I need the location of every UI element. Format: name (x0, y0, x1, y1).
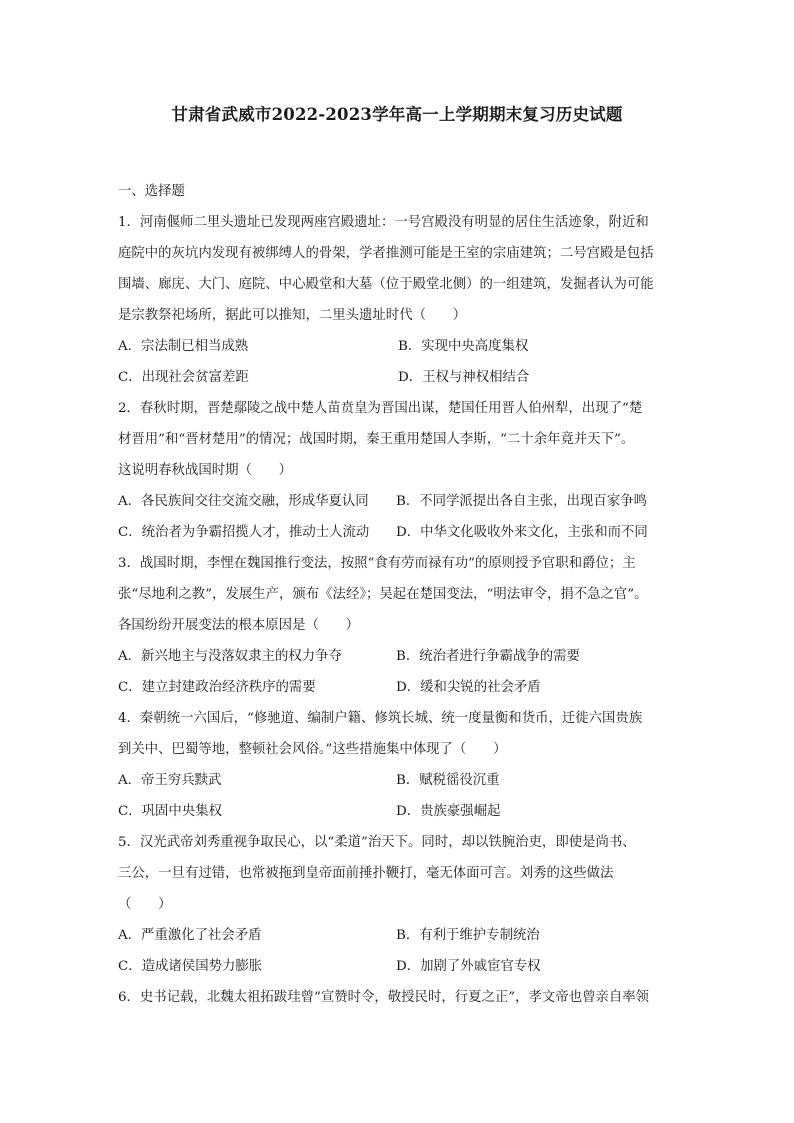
question-1-option-c[interactable]: C．出现社会贫富差距 (118, 370, 249, 385)
question-3-option-d[interactable]: D．缓和尖锐的社会矛盾 (396, 680, 541, 695)
question-1-line-2: 庭院中的灰坑内发现有被绑缚人的骨架，学者推测可能是王室的宗庙建筑；二号宫殿是包括 (118, 246, 654, 261)
question-1-options-row-1 (118, 331, 678, 362)
section-heading: 一、选择题 (118, 184, 185, 199)
question-1-options-row-2 (118, 362, 678, 393)
question-2-line-3: 这说明春秋战国时期（ ） (118, 463, 293, 478)
question-3-line-1: 3．战国时期，李悝在魏国推行变法，按照“食有劳而禄有功”的原则授予官职和爵位；主 (118, 556, 636, 571)
question-2-option-d[interactable]: D．中华文化吸收外来文化，主张和而不同 (396, 525, 648, 540)
question-1-line-3: 围墙、廊庑、大门、庭院、中心殿堂和大墓（位于殿堂北侧）的一组建筑，发掘者认为可能 (118, 277, 654, 292)
question-5-line-2: 三公，一旦有过错，也常被拖到皇帝面前捶扑鞭打，毫无体面可言。刘秀的这些做法 (118, 866, 614, 881)
question-2-line-2: 材晋用”和“晋材楚用”的情况；战国时期，秦王重用楚国人李斯，“二十余年竟并天下”。 (118, 432, 635, 447)
question-1 (118, 207, 678, 393)
question-3-line-2: 张“尽地利之教”，发展生产，颁布《法经》；吴起在楚国变法，“明法审令，捐不急之官”。 (118, 587, 648, 602)
question-5 (118, 827, 678, 982)
question-3-option-b[interactable]: B．统治者进行争霸战争的需要 (396, 649, 580, 664)
question-1-option-d[interactable]: D．王权与神权相结合 (398, 370, 530, 385)
question-5-options-row-2 (118, 951, 678, 982)
question-3-option-c[interactable]: C．建立封建政治经济秩序的需要 (118, 680, 316, 695)
question-5-line-3: （ ） (118, 897, 172, 912)
question-2-option-c[interactable]: C．统治者为争霸招揽人才，推动士人流动 (118, 525, 370, 540)
question-2-option-a[interactable]: A．各民族间交往交流交融，形成华夏认同 (118, 494, 369, 509)
question-4-line-2: 到关中、巴蜀等地，整顿社会风俗。”这些措施集中体现了（ ） (118, 742, 507, 757)
question-5-line-1: 5．汉光武帝刘秀重视争取民心，以“柔道”治天下。同时，却以铁腕治吏，即使是尚书、 (118, 835, 636, 850)
question-2-line-1: 2．春秋时期，晋楚鄢陵之战中楚人苗贲皇为晋国出谋，楚国任用晋人伯州犁，出现了“楚 (118, 401, 643, 416)
question-1-option-b[interactable]: B．实现中央高度集权 (398, 339, 529, 354)
question-5-option-c[interactable]: C．造成诸侯国势力膨胀 (118, 959, 263, 974)
question-3-option-a[interactable]: A．新兴地主与没落奴隶主的权力争夺 (118, 649, 342, 664)
question-3 (118, 548, 678, 703)
question-3-options-row-2 (118, 672, 678, 703)
question-4 (118, 703, 678, 827)
question-1-option-a[interactable]: A．宗法制已相当成熟 (118, 339, 249, 354)
question-5-option-d[interactable]: D．加剧了外戚宦官专权 (396, 959, 541, 974)
exam-title: 甘肃省武威市2022-2023学年高一上学期期末复习历史试题 (171, 105, 623, 124)
question-4-options-row-1 (118, 765, 678, 796)
question-5-option-a[interactable]: A．严重激化了社会矛盾 (118, 928, 262, 943)
question-3-options-row-1 (118, 641, 678, 672)
exam-body (118, 176, 678, 1013)
question-6 (118, 982, 678, 1013)
question-3-line-3: 各国纷纷开展变法的根本原因是（ ） (118, 618, 360, 633)
question-6-line-1: 6．史书记载，北魏太祖拓跋珪曾“宣赞时令，敬授民时，行夏之正”，孝文帝也曾亲自率领 (118, 990, 650, 1005)
question-4-option-d[interactable]: D．贵族豪强崛起 (396, 804, 501, 819)
question-1-line-1: 1．河南偃师二里头遗址已发现两座宫殿遗址：一号宫殿没有明显的居住生活迹象，附近和 (118, 215, 649, 230)
question-1-line-4: 是宗教祭祀场所，据此可以推知，二里头遗址时代（ ） (118, 308, 467, 323)
question-4-option-b[interactable]: B．赋税徭役沉重 (396, 773, 500, 788)
question-4-line-1: 4．秦朝统一六国后，“修驰道、编制户籍、修筑长城、统一度量衡和货币，迁徙六国贵族 (118, 711, 643, 726)
question-2-options-row-2 (118, 517, 678, 548)
question-5-options-row-1 (118, 920, 678, 951)
question-4-options-row-2 (118, 796, 678, 827)
question-2-options-row-1 (118, 486, 678, 517)
question-5-option-b[interactable]: B．有利于维护专制统治 (396, 928, 540, 943)
question-4-option-c[interactable]: C．巩固中央集权 (118, 804, 222, 819)
question-2 (118, 393, 678, 548)
question-2-option-b[interactable]: B．不同学派提出各自主张，出现百家争鸣 (396, 494, 647, 509)
question-4-option-a[interactable]: A．帝王穷兵黩武 (118, 773, 222, 788)
